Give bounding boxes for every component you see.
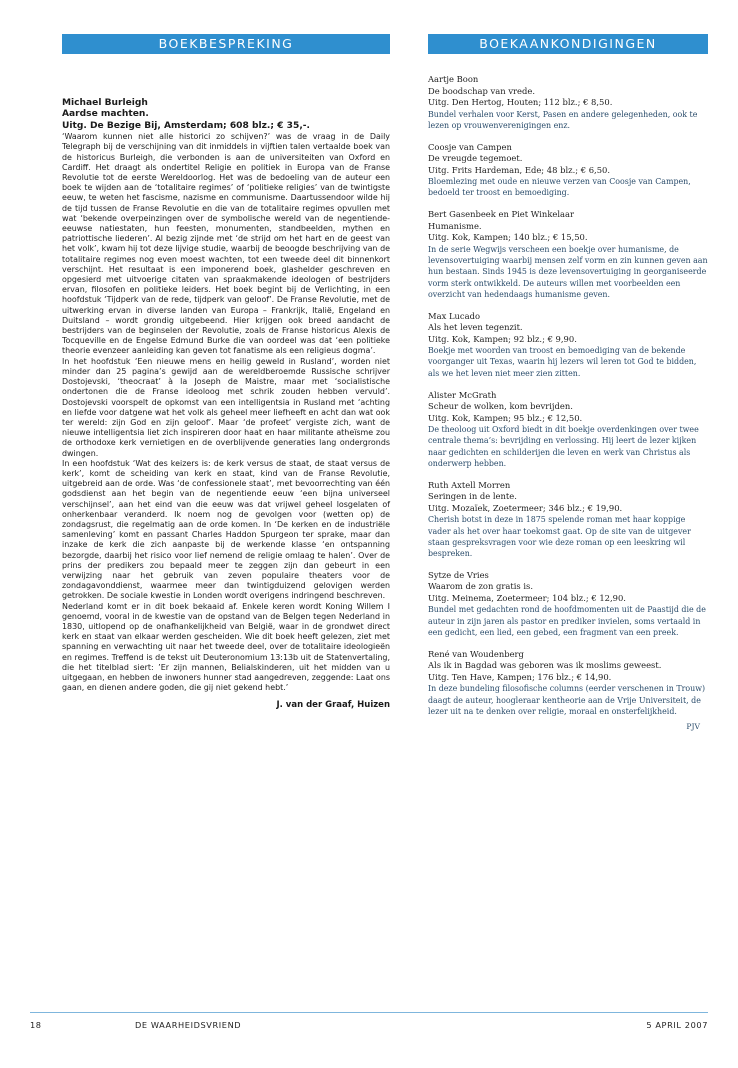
book-author: Sytze de Vries <box>428 569 489 580</box>
book-announcement <box>428 311 708 379</box>
book-publisher: Uitg. Meinema, Zoetermeer; 104 blz.; € 12,90. <box>428 592 626 603</box>
book-title: Seringen in de lente. <box>428 491 517 502</box>
book-announcement <box>428 74 708 131</box>
book-announcement <box>428 390 708 470</box>
review-paragraph: In een hoofdstuk ‘Wat des keizers is: de kerk versus de staat, de staat versus de kerk’, komt de scheiding van kerk en staat, kind van de Franse Revolutie, uitgebreid aan de orde. Was ‘de confessionele staat’, met bevoorrechting van één godsdienst aan het begin van de negentiende eeuw ‘een bijna universeel verschijnsel’, aan het eind van die eeuw was dat vrijwel geheel losgelaten of onherkenbaar veranderd. Ik noem nog de gevolgen voor (wetten op) de zondagsrust, die regelmatig aan de orde komen. In ‘De kerken en de industriële samenleving’ komt en passant Charles Haddon Spurgeon ter sprake, maar dan inzake de kerk die zich aanpaste bij de werkende klasse ‘en ontspanning bezorgde, daarbij het risico voor lief nemend de religie omlaag te halen’. Over de prins der predikers zou bepaald meer te zeggen zijn dan gebeurt in een verwijzing naar het gebruik van zeven populaire theaters voor de zondagavonddienst, waarmee meer dan twintigduizend gelovigen werden getrokken. De sociale kwestie in Londen wordt overigens indringend beschreven. <box>62 458 390 601</box>
announcement-list <box>428 74 708 717</box>
book-author: Bert Gasenbeek en Piet Winkelaar <box>428 209 575 220</box>
section-banner-boekbespreking: BOEKBESPREKING <box>62 34 390 54</box>
review-signature: J. van der Graaf, Huizen <box>276 700 390 711</box>
book-publisher: Uitg. Den Hertog, Houten; 112 blz.; € 8,50. <box>428 97 613 107</box>
book-description: Bundel met gedachten rond de hoofdmomenten uit de Paastijd die de auteur in zijn jaren als pastor en prediker invielen, soms vertaald in een gedicht, een lied, een gebed, een fragment van een preek. <box>428 605 706 638</box>
book-announcement <box>428 142 708 199</box>
review-header <box>62 98 390 132</box>
review-paragraph: In het hoofdstuk ‘Een nieuwe mens en heilig geweld in Rusland’, worden niet minder dan 25 pagina’s gewijd aan de wereldberoemde Russische schrijver Dostojevski, ‘theocraat’ à la Joseph de Maistre, maar met ‘socialistische ondertonen die de Franse ideoloog met schrik zouden hebben vervuld’. Dostojevski voorspelt de opkomst van een intelligentsia in Rusland met ‘achting en liefde voor datgene wat het volk als geheel meer liefheeft en acht dan wat ook ter wereld: zijn God en zijn geloof’. Maar ‘de profeet’ vergiste zich, want de nieuwe intelligentsia liet zich inspireren door haat en haar militante atheïsme zou de orthodoxe kerk vernietigen en de overblijvende generaties lang ondergronds dwingen. <box>62 356 390 458</box>
book-title: Als ik in Bagdad was geboren was ik moslims geweest. <box>428 660 662 671</box>
book-announcement <box>428 209 708 300</box>
page-number: 18 <box>30 1020 42 1030</box>
review-title: Aardse machten. <box>62 109 149 120</box>
book-author: Aartje Boon <box>428 74 479 84</box>
issue-date: 5 APRIL 2007 <box>646 1020 708 1030</box>
book-author: Coosje van Campen <box>428 141 512 152</box>
book-author: Max Lucado <box>428 310 480 321</box>
book-description: Bloemlezing met oude en nieuwe verzen van Coosje van Campen, bedoeld ter troost en bemoediging. <box>428 177 691 198</box>
book-title: Als het leven tegenzit. <box>428 322 523 333</box>
magazine-name: DE WAARHEIDSVRIEND <box>135 1020 242 1030</box>
book-title: Waarom de zon gratis is. <box>428 581 534 592</box>
footer-divider <box>30 1012 708 1013</box>
announcements-column <box>428 34 708 731</box>
book-description: Bundel verhalen voor Kerst, Pasen en andere gelegenheden, ook te lezen op vrouwenverenigingen enz. <box>428 109 698 130</box>
review-paragraph: Nederland komt er in dit boek bekaaid af. Enkele keren wordt Koning Willem I genoemd, vooral in de kwestie van de opstand van de Belgen tegen Nederland in 1830, uitlopend op de onafhankelijkheid van België, waar in de grondwet direct kerk en staat van elkaar werden gescheiden. Wie dit boek heeft gelezen, ziet met spanning en verwachting uit naar het tweede deel, over de totalitaire ideologieën en regimes. Treffend is de tekst uit Deuteronomium 13:13b uit de Statenvertaling, die het titelblad siert: ’Er zijn mannen, Belialskinderen, uit het midden van u uitgegaan, en hebben de inwoners hunner stad aangedreven, zeggende: Laat ons gaan, en dienen andere goden, die gij niet gekend hebt.’ <box>62 601 390 693</box>
review-body <box>62 132 390 693</box>
book-title: De boodschap van vrede. <box>428 85 535 96</box>
book-author: René van Woudenberg <box>428 648 524 659</box>
book-publisher: Uitg. Frits Hardeman, Ede; 48 blz.; € 6,50. <box>428 164 611 175</box>
section-banner-boekaankondigingen: BOEKAANKONDIGINGEN <box>428 34 708 54</box>
book-title: De vreugde tegemoet. <box>428 153 523 164</box>
book-publisher: Uitg. Kok, Kampen; 140 blz.; € 15,50. <box>428 232 588 243</box>
book-announcement <box>428 570 708 638</box>
book-announcement <box>428 480 708 560</box>
review-publisher: Uitg. De Bezige Bij, Amsterdam; 608 blz.; € 35,-. <box>62 120 311 131</box>
book-publisher: Uitg. Mozaïek, Zoetermeer; 346 blz.; € 19,90. <box>428 502 623 513</box>
book-author: Alister McGrath <box>428 389 497 400</box>
book-publisher: Uitg. Ten Have, Kampen; 176 blz.; € 14,90. <box>428 671 612 682</box>
book-publisher: Uitg. Kok, Kampen; 95 blz.; € 12,50. <box>428 412 583 423</box>
announcer-initials: PJV <box>686 721 700 731</box>
review-paragraph: ‘Waarom kunnen niet alle historici zo schijven?’ was de vraag in de Daily Telegraph bij de verschijning van dit inmiddels in vijftien talen vertaalde boek van de historicus Burleigh, die verbonden is aan de universiteiten van Oxford en Cardiff. Het draagt als ondertitel Religie en politiek in Europa van de Franse Revolutie tot de eerste Wereldoorlog. Het was de bedoeling van de auteur een boek te wijden aan de ‘totalitaire regimes’ of ‘politieke religies’ van de twintigste eeuw, te weten het fascisme, nazisme en communisme. Daartussendoor wilde hij de tijd tussen de Franse Revolutie en die van de totalitaire regimes opvullen met wat ‘bekende overpeinzingen over de symbolische wereld van de negentiende-eeuwse natiestaten, hun feesten, monumenten, standbeelden, mythen en patriottische liederen’. Al bezig zijnde met ‘de strijd om het hart en de geest van het volk’, kwam hij tot deze lijvige studie, waarbij de beoogde beschrijving van de totalitaire regimes nog even moest wachten, tot een tweede deel dit binnenkort verschijnt. Het resultaat is een imponerend boek, glashelder geschreven en opgesierd met uitvoerige citaten van spraakmakende ideologen of bestrijders ervan, filosofen en politieke leiders. Het boek begint bij de Verlichting, in een hoofdstuk ‘Tijdperk van de rede, tijdperk van geloof’. De Franse Revolutie, met de uitwerking ervan in diverse landen van Europa – Frankrijk, Italië, Engeland en Duitsland – wordt grondig uitgebeend. Hier krijgen ook breed aandacht de bestrijders van de beginselen der Revolutie, zoals de Franse historicus Alexis de Tocqueville en de Engelse Edmund Burke die van oordeel was dat ‘een politieke theorie evenzeer aanleiding kan geven tot fanatisme als een religieus dogma’. <box>62 132 390 356</box>
book-publisher: Uitg. Kok, Kampen; 92 blz.; € 9,90. <box>428 333 577 344</box>
book-title: Scheur de wolken, kom bevrijden. <box>428 401 573 412</box>
book-author: Ruth Axtell Morren <box>428 479 511 490</box>
book-announcement <box>428 649 708 717</box>
book-title: Humanisme. <box>428 220 482 231</box>
book-description: De theoloog uit Oxford biedt in dit boekje overdenkingen over twee centrale thema’s: bevrijding en verlossing. Hij leert de lezer kijken naar gedichten en schilderijen die leven en werk van Christus als onderwerp hebben. <box>428 425 699 468</box>
book-description: Cherish botst in deze in 1875 spelende roman met haar koppige vader als het over haar toekomst gaat. Op de site van de uitgever staan gespreksvragen voor wie deze roman op een leeskring wil bespreken. <box>428 515 691 559</box>
book-description: In deze bundeling filosofische columns (eerder verschenen in Trouw) daagt de auteur, hoogleraar kentheorie aan de Vrije Universiteit, de lezer uit na te denken over religie, moraal en onsterfelijkheid. <box>428 684 706 716</box>
book-description: Boekje met woorden van troost en bemoediging van de bekende voorganger uit Texas, waarin hij lezers wil leren tot God te bidden, als we het leven niet meer zien zitten. <box>428 346 697 378</box>
review-author: Michael Burleigh <box>62 98 148 108</box>
review-column <box>62 34 390 710</box>
book-description: In de serie Wegwijs verscheen een boekje over humanisme, de levensovertuiging waarbij mensen zelf vorm en zin kunnen geven aan hun bestaan. Sinds 1945 is deze levensovertuiging in georganiseerde vorm sterk ontwikkeld. De auteurs willen met voorbeelden een overzicht van hedendaags humanisme geven. <box>428 244 708 299</box>
